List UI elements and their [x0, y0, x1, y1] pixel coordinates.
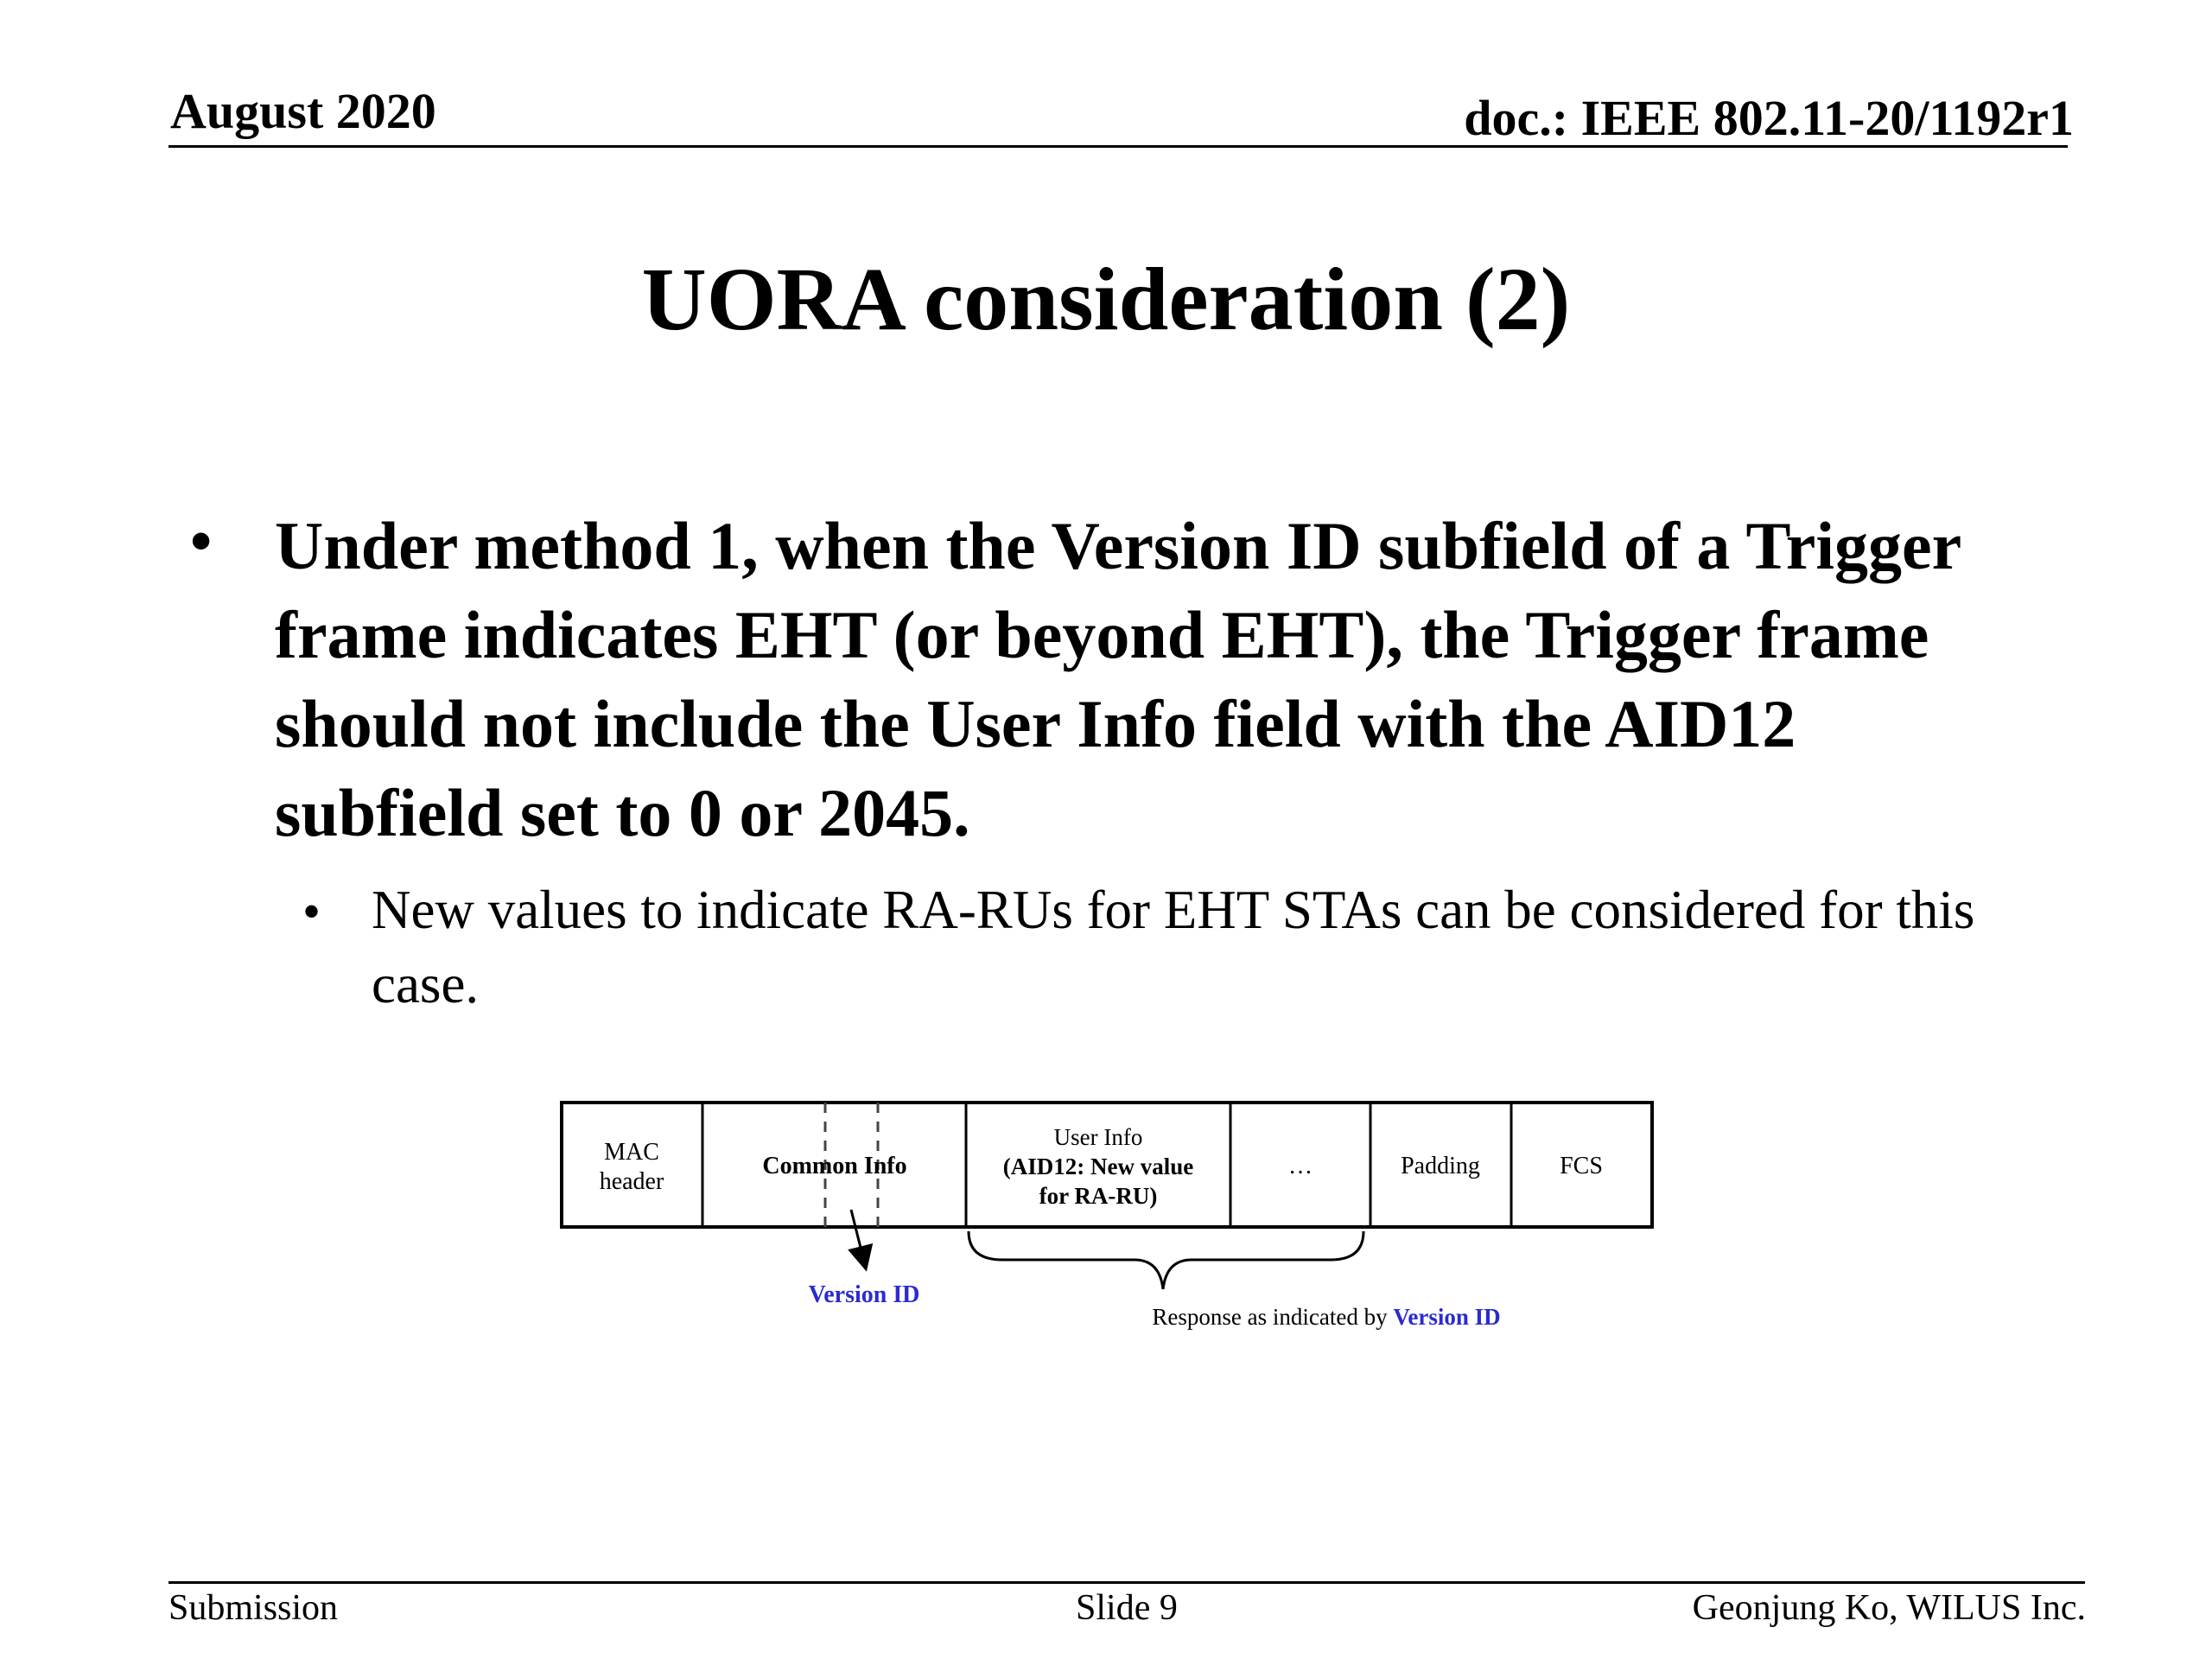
field-padding: Padding: [1401, 1153, 1480, 1179]
main-bullet-text: Under method 1, when the Version ID subfield of a Trigger frame indicates EHT (or beyond EHT), the Trigger frame should not include the User Info field with the AID12 subfield set to 0 or 2045.: [275, 508, 1961, 850]
field-ellipsis: …: [1288, 1153, 1313, 1179]
bullet-marker: •: [190, 506, 213, 575]
sub-bullet-text: New values to indicate RA-RUs for EHT STAs can be considered for this case.: [372, 880, 1975, 1014]
field-mac-line2: header: [599, 1168, 664, 1195]
footer-rule: [168, 1581, 2085, 1584]
response-brace: [969, 1231, 1363, 1289]
response-caption: Response as indicated by Version ID: [1152, 1304, 1501, 1330]
version-id-arrow: [851, 1210, 864, 1262]
footer-author: Geonjung Ko, WILUS Inc.: [1692, 1588, 2086, 1628]
sub-bullet-marker: •: [302, 883, 321, 940]
field-fcs: FCS: [1560, 1153, 1603, 1179]
footer-slide-number: Slide 9: [1076, 1588, 1178, 1628]
field-user-info-line1: User Info: [1053, 1124, 1143, 1150]
header-date: August 2020: [170, 83, 436, 139]
footer-submission: Submission: [168, 1588, 339, 1628]
field-user-info-line3: for RA-RU): [1039, 1183, 1158, 1209]
slide-title: UORA consideration (2): [641, 250, 1571, 349]
header-doc-id: doc.: IEEE 802.11-20/1192r1: [1464, 90, 2074, 146]
field-mac-line1: MAC: [604, 1139, 659, 1166]
field-user-info-line2: (AID12: New value: [1002, 1154, 1194, 1179]
field-common-info: Common Info: [762, 1153, 907, 1179]
version-id-label: Version ID: [808, 1281, 920, 1308]
